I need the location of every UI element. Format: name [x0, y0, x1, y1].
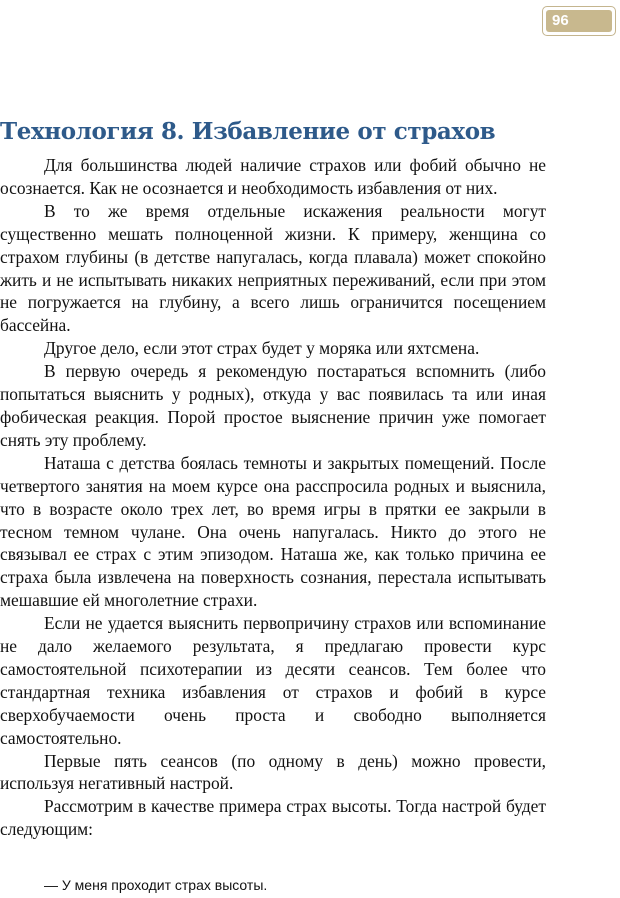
page-number-badge — [542, 6, 616, 36]
paragraph: Рассмотрим в качестве примера страх высоты. Тогда настрой будет следующим: — [0, 796, 546, 840]
paragraph: Если не удается выяснить первопричину страхов или вспоминание не дало желаемого результата, я предлагаю провести курс самостоятельной психотерапии из десяти сеансов. Тем более что стандартная техника избавления от страхов и фобий в курсе сверхобучаемости очень проста и свободно выполняется самостоятельно. — [0, 613, 546, 748]
body-text — [0, 154, 546, 841]
paragraph: Другое дело, если этот страх будет у моряка или яхтсмена. — [44, 338, 480, 359]
paragraph: В первую очередь я рекомендую постараться вспомнить (либо попытаться выяснить у родных), откуда у вас появилась та или иная фобическая реакция. Порой простое выяснение причин уже помогает снять эту проблему. — [0, 361, 546, 450]
dialog-line: — У меня проходит страх высоты. — [44, 877, 268, 893]
paragraph: Для большинства людей наличие страхов или фобий обычно не осознается. Как не осознается и необходимость избавления от них. — [0, 155, 546, 198]
paragraph: В то же время отдельные искажения реальности могут существенно мешать полноценной жизни. К примеру, женщина со страхом глубины (в детстве напугалась, когда плавала) может спокойно жить и не испытывать никаких неприятных переживаний, если при этом не погружается на глубину, а всего лишь ограничится посещением бассейна. — [0, 200, 546, 336]
paragraph: Наташа с детства боялась темноты и закрытых помещений. После четвертого занятия на моем курсе она расспросила родных и выяснила, что в возрасте около трех лет, во время игры в прятки ее закрыли в тесном темном чулане. Она очень напугалась. Никто до этого не связывал ее страх с этим эпизодом. Наташа же, как только причина ее страха была извлечена на поверхность сознания, перестала испытывать мешавшие ей многолетние страхи. — [0, 452, 546, 611]
page-number: 96 — [546, 10, 612, 32]
section-heading: Технология 8. Избавление от страхов — [0, 118, 496, 145]
paragraph: Первые пять сеансов (по одному в день) можно провести, используя негативный настрой. — [0, 750, 546, 794]
